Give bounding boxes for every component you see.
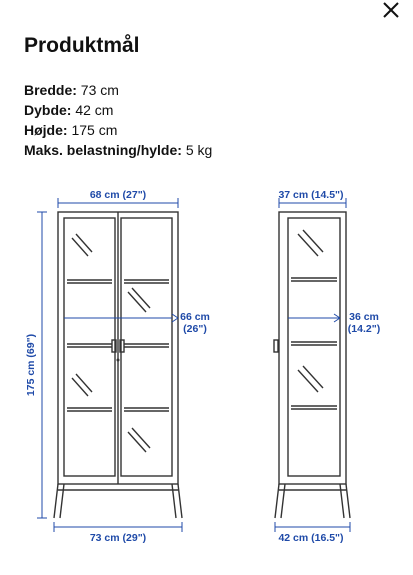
- front-inner-width-label: 66 cm: [180, 311, 210, 323]
- spec-label: Bredde:: [24, 82, 77, 98]
- spec-list: [24, 80, 212, 160]
- front-view-cabinet: [54, 212, 182, 518]
- spec-label: Højde:: [24, 122, 68, 138]
- page-title: Produktmål: [24, 34, 140, 57]
- spec-depth: [24, 100, 212, 120]
- front-dimension-lines: [37, 198, 182, 532]
- spec-max-load: [24, 140, 212, 160]
- dimension-diagram: [0, 180, 413, 560]
- side-inner-depth-label: 36 cm: [349, 311, 379, 323]
- front-inner-width-inch-label: (26"): [183, 323, 207, 335]
- spec-height: [24, 120, 212, 140]
- spec-value: 175 cm: [71, 122, 118, 138]
- spec-label: Maks. belastning/hylde:: [24, 142, 182, 158]
- spec-value: 73 cm: [80, 82, 119, 98]
- spec-value: 42 cm: [75, 102, 114, 118]
- spec-width: [24, 80, 212, 100]
- spec-label: Dybde:: [24, 102, 72, 118]
- front-bottom-width-label: 73 cm (29"): [89, 532, 147, 544]
- close-icon: [379, 0, 403, 24]
- side-bottom-depth-label: 42 cm (16.5"): [278, 532, 344, 544]
- side-top-depth-label: 37 cm (14.5"): [278, 189, 344, 201]
- front-height-label: 175 cm (69"): [25, 333, 37, 397]
- side-inner-depth-inch-label: (14.2"): [347, 323, 381, 335]
- side-dimension-lines: [275, 198, 350, 532]
- front-top-width-label: 68 cm (27"): [89, 189, 147, 201]
- spec-value: 5 kg: [185, 142, 213, 158]
- close-button[interactable]: [379, 0, 403, 24]
- side-view-cabinet: [274, 212, 350, 518]
